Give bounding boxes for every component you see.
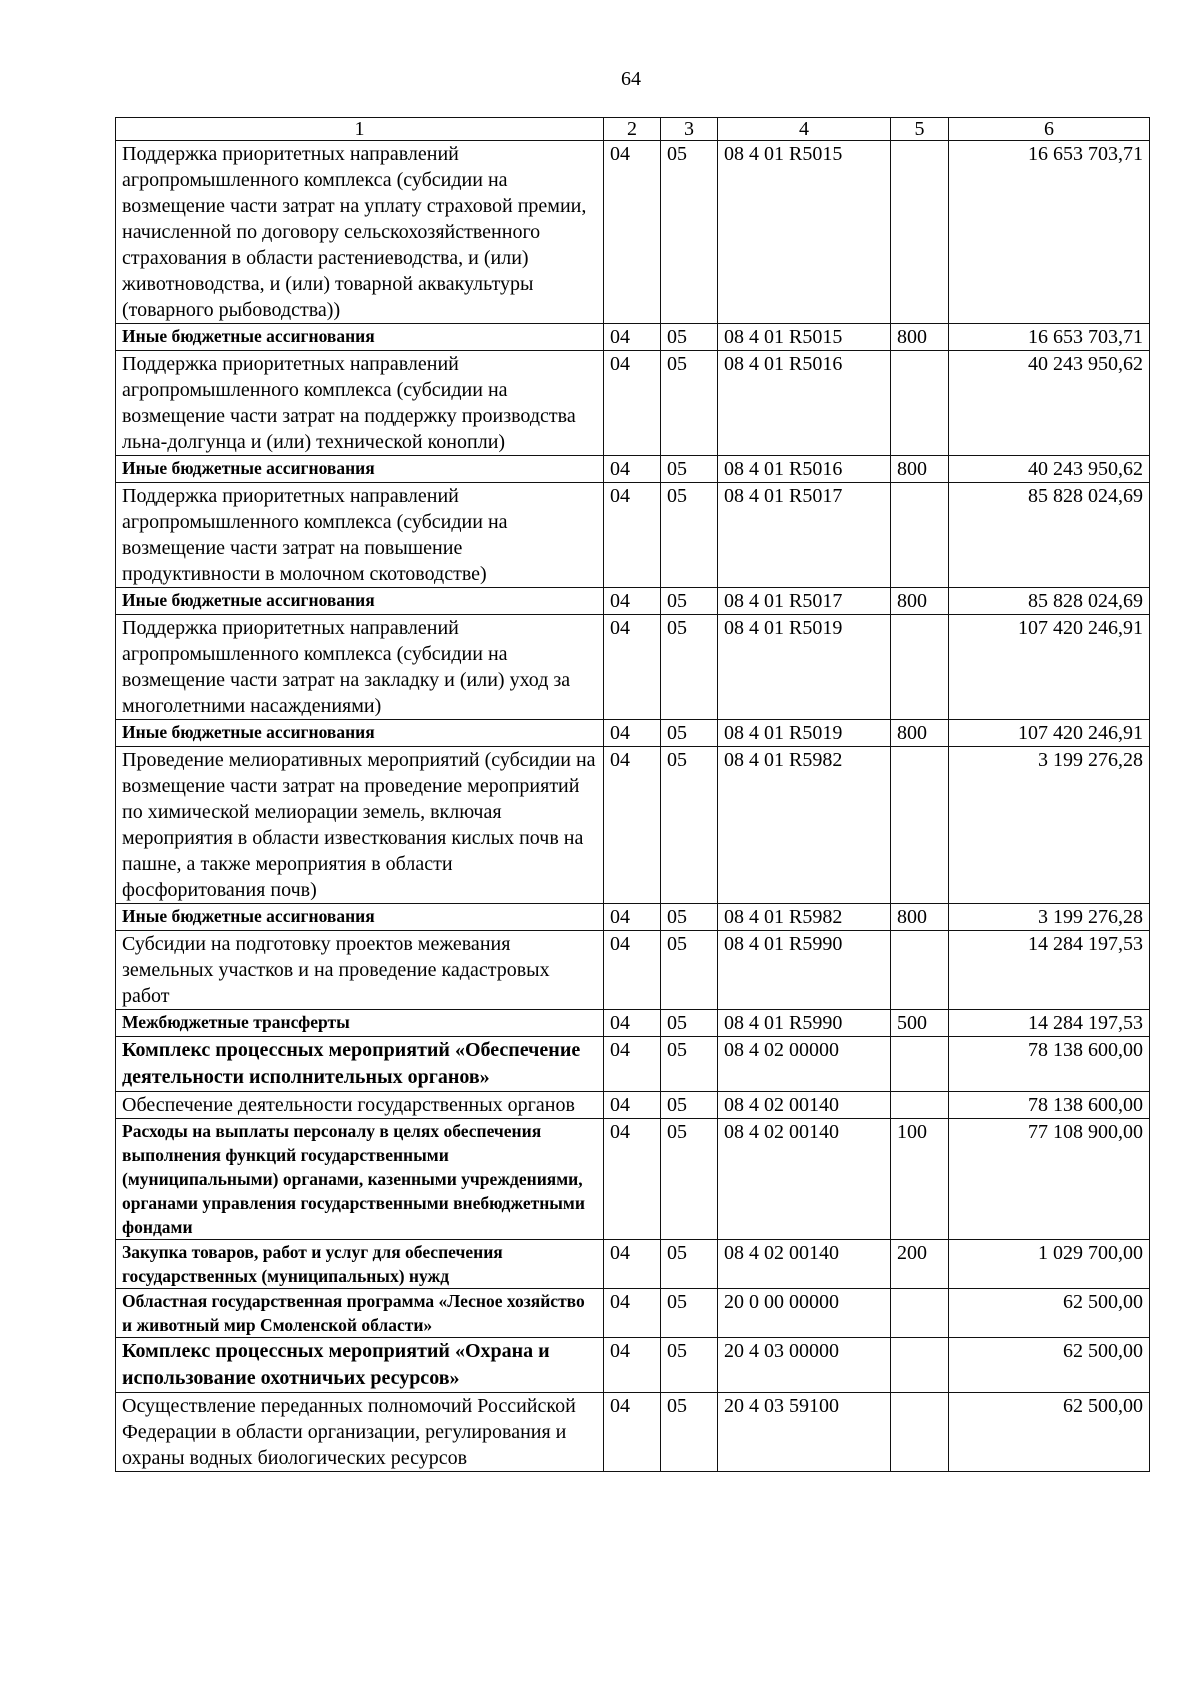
section-code: 04	[604, 324, 661, 351]
target-article-code: 20 4 03 59100	[718, 1393, 891, 1472]
table-row	[116, 1393, 1150, 1472]
item-name: Поддержка приоритетных направлений агропромышленного комплекса (субсидии на возмещение части затрат на поддержку производства льна-долгунца и (или) технической конопли)	[116, 351, 604, 456]
subsection-code: 05	[661, 1037, 718, 1092]
item-name: Закупка товаров, работ и услуг для обеспечения государственных (муниципальных) нужд	[116, 1240, 604, 1289]
subsection-code: 05	[661, 1338, 718, 1393]
amount: 16 653 703,71	[949, 324, 1150, 351]
subsection-code: 05	[661, 141, 718, 324]
section-code: 04	[604, 1393, 661, 1472]
table-row	[116, 351, 1150, 456]
target-article-code: 20 0 00 00000	[718, 1289, 891, 1338]
expense-type-code	[891, 615, 949, 720]
subsection-code: 05	[661, 1289, 718, 1338]
subsection-code: 05	[661, 615, 718, 720]
item-name: Комплекс процессных мероприятий «Обеспечение деятельности исполнительных органов»	[116, 1037, 604, 1092]
subsection-code: 05	[661, 483, 718, 588]
expense-type-code	[891, 1092, 949, 1119]
page-number: 64	[621, 68, 641, 90]
table-row	[116, 904, 1150, 931]
target-article-code: 08 4 01 R5016	[718, 351, 891, 456]
subsection-code: 05	[661, 1119, 718, 1240]
subsection-code: 05	[661, 1010, 718, 1037]
item-name: Комплекс процессных мероприятий «Охрана и использование охотничьих ресурсов»	[116, 1338, 604, 1393]
target-article-code: 08 4 02 00000	[718, 1037, 891, 1092]
table-row	[116, 1010, 1150, 1037]
expense-type-code: 100	[891, 1119, 949, 1240]
item-name: Иные бюджетные ассигнования	[116, 456, 604, 483]
section-code: 04	[604, 351, 661, 456]
table-row	[116, 1338, 1150, 1393]
section-code: 04	[604, 1289, 661, 1338]
table-row	[116, 931, 1150, 1010]
item-name: Осуществление переданных полномочий Российской Федерации в области организации, регулирования и охраны водных биологических ресурсов	[116, 1393, 604, 1472]
expense-type-code	[891, 1289, 949, 1338]
expense-type-code: 800	[891, 904, 949, 931]
target-article-code: 08 4 01 R5982	[718, 904, 891, 931]
expense-type-code	[891, 483, 949, 588]
subsection-code: 05	[661, 588, 718, 615]
target-article-code: 08 4 01 R5017	[718, 588, 891, 615]
amount: 62 500,00	[949, 1393, 1150, 1472]
item-name: Поддержка приоритетных направлений агропромышленного комплекса (субсидии на возмещение части затрат на закладку и (или) уход за многолетними насаждениями)	[116, 615, 604, 720]
target-article-code: 08 4 01 R5990	[718, 931, 891, 1010]
header-col-1: 1	[116, 118, 604, 141]
table-row	[116, 1092, 1150, 1119]
expense-type-code: 800	[891, 324, 949, 351]
table-row	[116, 588, 1150, 615]
item-name: Межбюджетные трансферты	[116, 1010, 604, 1037]
section-code: 04	[604, 720, 661, 747]
amount: 78 138 600,00	[949, 1037, 1150, 1092]
item-name: Обеспечение деятельности государственных органов	[116, 1092, 604, 1119]
amount: 3 199 276,28	[949, 747, 1150, 904]
amount: 62 500,00	[949, 1338, 1150, 1393]
item-name: Областная государственная программа «Лесное хозяйство и животный мир Смоленской области»	[116, 1289, 604, 1338]
item-name: Иные бюджетные ассигнования	[116, 588, 604, 615]
expense-type-code	[891, 747, 949, 904]
item-name: Иные бюджетные ассигнования	[116, 720, 604, 747]
header-col-3: 3	[661, 118, 718, 141]
amount: 107 420 246,91	[949, 720, 1150, 747]
section-code: 04	[604, 1010, 661, 1037]
table-row	[116, 747, 1150, 904]
table-row	[116, 1037, 1150, 1092]
amount: 40 243 950,62	[949, 351, 1150, 456]
subsection-code: 05	[661, 324, 718, 351]
expense-type-code	[891, 141, 949, 324]
header-row	[116, 118, 1150, 141]
item-name: Поддержка приоритетных направлений агропромышленного комплекса (субсидии на возмещение части затрат на уплату страховой премии, начисленной по договору сельскохозяйственного страхования в области растениеводства, и (или) животноводства, и (или) товарной аквакультуры (товарного рыбоводства))	[116, 141, 604, 324]
target-article-code: 08 4 01 R5019	[718, 615, 891, 720]
subsection-code: 05	[661, 1393, 718, 1472]
target-article-code: 08 4 02 00140	[718, 1240, 891, 1289]
expense-type-code: 800	[891, 720, 949, 747]
header-col-5: 5	[891, 118, 949, 141]
item-name: Иные бюджетные ассигнования	[116, 324, 604, 351]
target-article-code: 08 4 01 R5016	[718, 456, 891, 483]
item-name: Иные бюджетные ассигнования	[116, 904, 604, 931]
amount: 85 828 024,69	[949, 483, 1150, 588]
amount: 14 284 197,53	[949, 931, 1150, 1010]
section-code: 04	[604, 1338, 661, 1393]
item-name: Проведение мелиоративных мероприятий (субсидии на возмещение части затрат на проведение мероприятий по химической мелиорации земель, включая мероприятия в области известкования кислых почв на пашне, а также мероприятия в области фосфоритования почв)	[116, 747, 604, 904]
amount: 1 029 700,00	[949, 1240, 1150, 1289]
table-row	[116, 615, 1150, 720]
table-row	[116, 483, 1150, 588]
target-article-code: 08 4 01 R5015	[718, 324, 891, 351]
budget-table	[115, 117, 1150, 1472]
expense-type-code	[891, 1037, 949, 1092]
expense-type-code: 500	[891, 1010, 949, 1037]
section-code: 04	[604, 1092, 661, 1119]
header-col-4: 4	[718, 118, 891, 141]
target-article-code: 08 4 01 R5019	[718, 720, 891, 747]
amount: 40 243 950,62	[949, 456, 1150, 483]
section-code: 04	[604, 931, 661, 1010]
section-code: 04	[604, 747, 661, 904]
section-code: 04	[604, 904, 661, 931]
amount: 77 108 900,00	[949, 1119, 1150, 1240]
target-article-code: 20 4 03 00000	[718, 1338, 891, 1393]
amount: 14 284 197,53	[949, 1010, 1150, 1037]
header-col-6: 6	[949, 118, 1150, 141]
expense-type-code: 800	[891, 588, 949, 615]
expense-type-code	[891, 931, 949, 1010]
table-row	[116, 324, 1150, 351]
subsection-code: 05	[661, 904, 718, 931]
amount: 62 500,00	[949, 1289, 1150, 1338]
item-name: Поддержка приоритетных направлений агропромышленного комплекса (субсидии на возмещение части затрат на повышение продуктивности в молочном скотоводстве)	[116, 483, 604, 588]
subsection-code: 05	[661, 747, 718, 904]
table-row	[116, 456, 1150, 483]
target-article-code: 08 4 02 00140	[718, 1119, 891, 1240]
section-code: 04	[604, 483, 661, 588]
section-code: 04	[604, 615, 661, 720]
expense-type-code	[891, 1338, 949, 1393]
amount: 3 199 276,28	[949, 904, 1150, 931]
header-col-2: 2	[604, 118, 661, 141]
subsection-code: 05	[661, 351, 718, 456]
expense-type-code: 200	[891, 1240, 949, 1289]
subsection-code: 05	[661, 1240, 718, 1289]
target-article-code: 08 4 01 R5015	[718, 141, 891, 324]
subsection-code: 05	[661, 456, 718, 483]
section-code: 04	[604, 588, 661, 615]
target-article-code: 08 4 01 R5017	[718, 483, 891, 588]
section-code: 04	[604, 1240, 661, 1289]
subsection-code: 05	[661, 931, 718, 1010]
section-code: 04	[604, 456, 661, 483]
amount: 16 653 703,71	[949, 141, 1150, 324]
target-article-code: 08 4 01 R5990	[718, 1010, 891, 1037]
item-name: Субсидии на подготовку проектов межевания земельных участков и на проведение кадастровых работ	[116, 931, 604, 1010]
table-row	[116, 720, 1150, 747]
amount: 107 420 246,91	[949, 615, 1150, 720]
table-row	[116, 1289, 1150, 1338]
target-article-code: 08 4 01 R5982	[718, 747, 891, 904]
item-name: Расходы на выплаты персоналу в целях обеспечения выполнения функций государственными (муниципальными) органами, казенными учреждениями, органами управления государственными внебюджетными фондами	[116, 1119, 604, 1240]
section-code: 04	[604, 141, 661, 324]
table-row	[116, 1240, 1150, 1289]
expense-type-code: 800	[891, 456, 949, 483]
table-row	[116, 1119, 1150, 1240]
expense-type-code	[891, 351, 949, 456]
amount: 78 138 600,00	[949, 1092, 1150, 1119]
target-article-code: 08 4 02 00140	[718, 1092, 891, 1119]
subsection-code: 05	[661, 1092, 718, 1119]
section-code: 04	[604, 1119, 661, 1240]
expense-type-code	[891, 1393, 949, 1472]
subsection-code: 05	[661, 720, 718, 747]
section-code: 04	[604, 1037, 661, 1092]
table-row	[116, 141, 1150, 324]
amount: 85 828 024,69	[949, 588, 1150, 615]
